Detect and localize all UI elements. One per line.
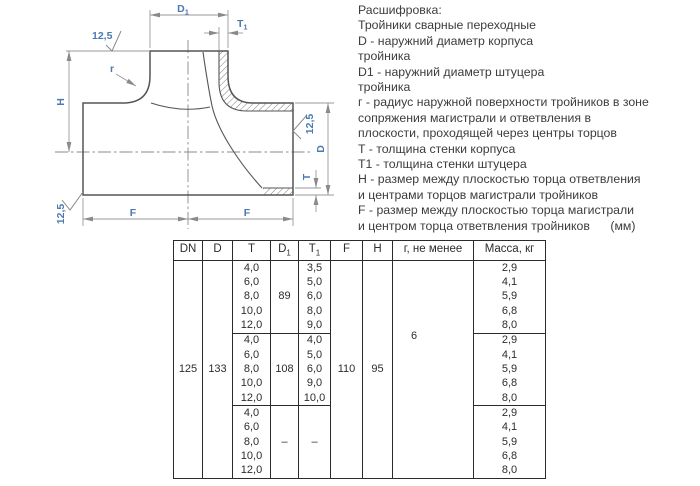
cell-mass: 5,9 <box>474 290 546 304</box>
cell-t: 4,0 <box>233 406 271 421</box>
cell-t1: 9,0 <box>299 318 331 333</box>
cell-t1: 6,0 <box>299 362 331 376</box>
legend-line: сопряжения магистрали и ответвления в <box>358 110 591 125</box>
cell-t1: 5,0 <box>299 348 331 362</box>
column-header-t: T <box>233 241 271 261</box>
cell-t1-group3: – <box>299 406 331 479</box>
cell-t: 6,0 <box>233 275 271 289</box>
header-row <box>174 241 546 261</box>
column-header-t1: $T_1$ <box>299 241 331 261</box>
cell-r-min: 6 <box>393 261 474 479</box>
legend-line: H - размер между плоскостью торца ответвления <box>358 172 641 187</box>
dim-label-h: H <box>55 98 67 106</box>
cell-t1: 8,0 <box>299 304 331 318</box>
dimension-lines <box>66 10 334 226</box>
roughness-label-right: 12,5 <box>304 113 316 135</box>
legend-line: плоскости, проходящей через центры торцов <box>358 126 617 141</box>
dim-label-t1: $T_1$ <box>237 18 248 32</box>
cell-mass: 6,8 <box>474 449 546 463</box>
column-header-d: D <box>203 241 233 261</box>
cell-t1: 10,0 <box>299 391 331 406</box>
cell-mass: 5,9 <box>474 362 546 376</box>
column-header-mass: Масса, кг <box>474 241 546 261</box>
cell-t: 8,0 <box>233 290 271 304</box>
cell-t: 4,0 <box>233 333 271 348</box>
cell-t1: 6,0 <box>299 290 331 304</box>
legend-line: Тройники сварные переходные <box>358 18 536 33</box>
dimensions-table <box>173 240 546 479</box>
legend-title: Расшифровка: <box>358 3 442 17</box>
centerlines <box>55 40 310 229</box>
radius-label: r <box>110 63 115 75</box>
cell-t: 4,0 <box>233 261 271 276</box>
legend-line: г - радиус наружной поверхности тройников в зоне <box>358 95 649 110</box>
cell-mass: 4,1 <box>474 421 546 435</box>
dim-label-t: T <box>301 173 313 181</box>
legend-line: T - толщина стенки корпуса <box>358 141 516 156</box>
legend-line: T1 - толщина стенки штуцера <box>358 157 527 172</box>
cell-mass: 4,1 <box>474 275 546 289</box>
cell-t: 12,0 <box>233 318 271 333</box>
cell-t1: 9,0 <box>299 377 331 391</box>
cell-mass: 5,9 <box>474 435 546 449</box>
legend-block <box>358 3 696 234</box>
column-header-f: F <box>331 241 363 261</box>
cell-mass: 6,8 <box>474 377 546 391</box>
column-header-h: H <box>363 241 393 261</box>
tee-technical-drawing <box>0 0 350 240</box>
cell-mass: 8,0 <box>474 318 546 333</box>
cell-t: 10,0 <box>233 377 271 391</box>
legend-line: F - размер между плоскостью торца магистрали <box>358 203 635 218</box>
cell-t: 8,0 <box>233 435 271 449</box>
cell-d1-group2: 108 <box>271 333 299 406</box>
cell-d1-group3: – <box>271 406 299 479</box>
cell-t1: 4,0 <box>299 333 331 348</box>
column-header-r-min: г, не менее <box>393 241 474 261</box>
legend-line: и центром торца ответвления тройников (мм) <box>358 218 636 233</box>
cell-mass: 2,9 <box>474 406 546 421</box>
dim-label-f-left: F <box>129 207 137 219</box>
cell-t: 6,0 <box>233 421 271 435</box>
cell-mass: 6,8 <box>474 304 546 318</box>
legend-line: тройника <box>358 80 411 95</box>
legend-line: D - наружний диаметр корпуса <box>358 33 534 48</box>
column-header-dn: DN <box>174 241 203 261</box>
roughness-symbols <box>62 31 307 210</box>
branch-wall-section-hatch <box>219 51 293 111</box>
cell-t: 12,0 <box>233 464 271 479</box>
roughness-label-top: 12,5 <box>92 30 113 42</box>
legend-line: и центрами торцов магистрали тройников <box>358 187 599 202</box>
dim-label-d1: $D_1$ <box>177 3 189 17</box>
cell-mass: 8,0 <box>474 391 546 406</box>
cell-mass: 2,9 <box>474 261 546 276</box>
dim-label-d: D <box>315 145 327 153</box>
cell-t1: 5,0 <box>299 275 331 289</box>
cell-mass: 2,9 <box>474 333 546 348</box>
cell-t1: 3,5 <box>299 261 331 276</box>
cell-mass: 4,1 <box>474 348 546 362</box>
cell-d1-group1: 89 <box>271 261 299 334</box>
roughness-label-bottom-left: 12,5 <box>55 203 67 225</box>
cell-h: 95 <box>363 261 393 479</box>
body-bottom-wall-hatch <box>263 188 293 195</box>
cell-d: 133 <box>203 261 233 479</box>
dim-label-f-right: F <box>243 207 251 219</box>
cell-dn: 125 <box>174 261 203 479</box>
cell-t: 8,0 <box>233 362 271 376</box>
cell-f: 110 <box>331 261 363 479</box>
cell-mass: 8,0 <box>474 464 546 479</box>
cell-t: 10,0 <box>233 304 271 318</box>
cell-t: 12,0 <box>233 391 271 406</box>
cell-t: 6,0 <box>233 348 271 362</box>
legend-line: D1 - наружний диаметр штуцера <box>358 64 545 79</box>
table-row <box>174 261 546 276</box>
cell-t: 10,0 <box>233 449 271 463</box>
column-header-d1: $D_1$ <box>271 241 299 261</box>
legend-line: тройника <box>358 49 411 64</box>
